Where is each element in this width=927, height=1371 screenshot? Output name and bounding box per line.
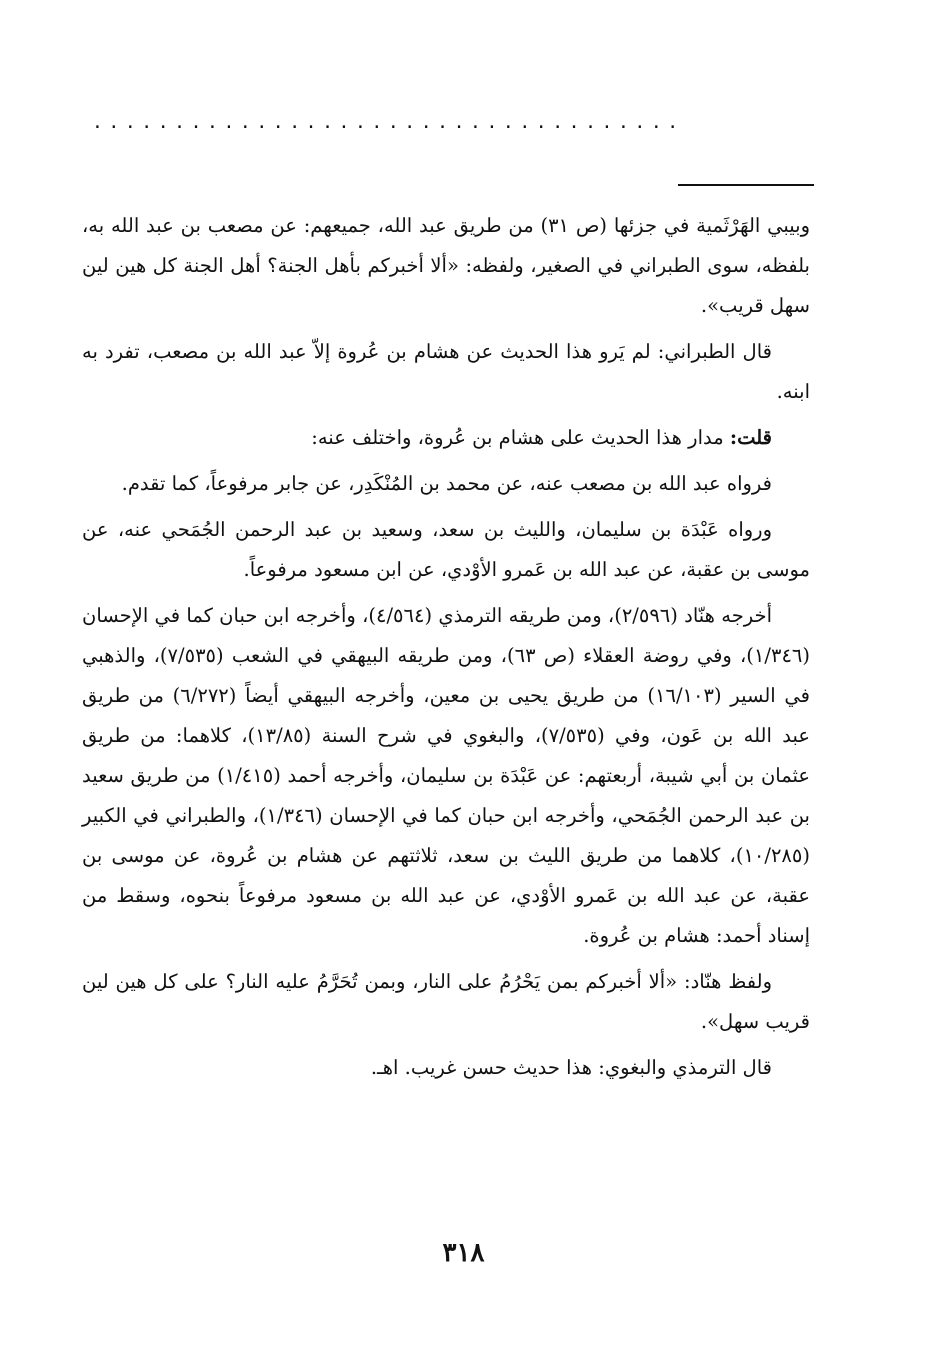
paragraph-5: ورواه عَبْدَة بن سليمان، والليث بن سعد، وسعيد بن عبد الرحمن الجُمَحي عنه، عن موسى بن عقبة، عن عبد الله بن عَمرو الأوْدي، عن ابن مسعود مرفوعاً. (82, 518, 810, 581)
paragraph-4: فرواه عبد الله بن مصعب عنه، عن محمد بن المُنْكَدِر، عن جابر مرفوعاً، كما تقدم. (121, 472, 772, 495)
paragraph-3 (82, 418, 810, 458)
footnote-rule (678, 184, 814, 186)
paragraph-3-lead: قلت: (729, 426, 772, 449)
paragraph-8: قال الترمذي والبغوي: هذا حديث حسن غريب. اهـ. (370, 1056, 772, 1079)
paragraph-2: قال الطبراني: لم يَرو هذا الحديث عن هشام بن عُروة إلاّ عبد الله بن مصعب، تفرد به ابنه. (82, 340, 810, 403)
footnote-body (82, 206, 810, 1094)
paragraph-3-text: مدار هذا الحديث على هشام بن عُروة، واختلف عنه: (311, 426, 730, 449)
paragraph-7: ولفظ هنّاد: «ألا أخبركم بمن يَحْرُمُ على النار، وبمن تُحَرَّمُ عليه النار؟ على كل هين لين قريب سهل». (82, 970, 810, 1033)
page-number: ٣١٨ (442, 1238, 485, 1268)
paragraph-1: وبيبي الهَرْثَمية في جزئها (ص ٣١) من طريق عبد الله، جميعهم: عن مصعب بن عبد الله به، بلفظه، سوى الطبراني في الصغير، ولفظه: «ألا أخبركم بأهل الجنة؟ أهل الجنة كل هين لين سهل قريب». (82, 214, 811, 317)
separator-dots: .................................... (92, 116, 684, 130)
paragraph-6: أخرجه هنّاد (٢/٥٩٦)، ومن طريقه الترمذي (٤/٥٦٤)، وأخرجه ابن حبان كما في الإحسان (١/٣٤٦)، وفي روضة العقلاء (ص ٦٣)، ومن طريقه البيهقي في الشعب (٧/٥٣٥)، والذهبي في السير (١٦/١٠٣) من طريق يحيى بن معين، وأخرجه البيهقي أيضاً (٦/٢٧٢) من طريق عبد الله بن عَون، وفي (٧/٥٣٥)، والبغوي في شرح السنة (١٣/٨٥)، كلاهما: من طريق عثمان بن أبي شيبة، أربعتهم: عن عَبْدَة بن سليمان، وأخرجه أحمد (١/٤١٥) من طريق سعيد بن عبد الرحمن الجُمَحي، وأخرجه ابن حبان كما في الإحسان (١/٣٤٦)، والطبراني في الكبير (١٠/٢٨٥)، كلاهما من طريق الليث بن سعد، ثلاثتهم عن هشام بن عُروة، عن موسى بن عقبة، عن عبد الله بن عَمرو الأوْدي، عن عبد الله بن مسعود مرفوعاً بنحوه، وسقط من إسناد أحمد: هشام بن عُروة. (82, 604, 811, 947)
